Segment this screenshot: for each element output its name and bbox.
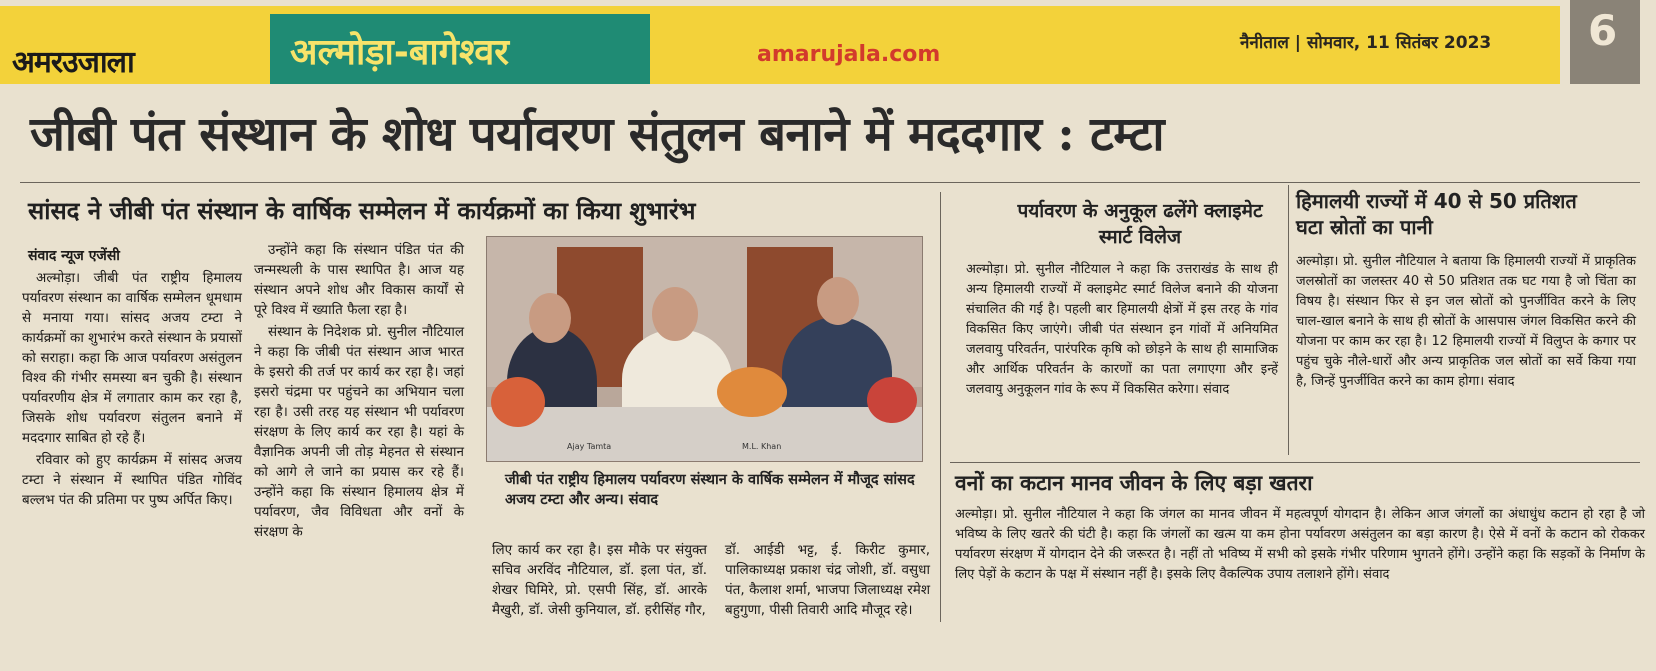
lead-paragraph: लिए कार्य कर रहा है। इस मौके पर संयुक्त सचिव अरविंद नौटियाल, डॉ. इला पंत, डॉ. शेखर घिमिरे, प्रो. एसपी सिंह, डॉ. आरके मैखुरी, डॉ. जेसी कुनियाल, डॉ. हरीसिंह गौर,	[492, 542, 707, 618]
climate-village-headline: पर्यावरण के अनुकूल ढलेंगे क्लाइमेट स्मार्ट विलेज	[1017, 200, 1263, 248]
photo-person-head	[529, 293, 571, 343]
dateline: नैनीताल | सोमवार, 11 सितंबर 2023	[1240, 33, 1492, 53]
lead-paragraph: उन्होंने कहा कि संस्थान पंडित पंत की जन्मस्थली के पास स्थापित है। आज यह संस्थान अपने शोध और विकास कार्यों से पूरे विश्व में ख्याति फैला रहा है।	[254, 242, 464, 318]
lead-paragraph: संस्थान के निदेशक प्रो. सुनील नौटियाल ने कहा कि जीबी पंत संस्थान आज भारत के इसरो की तर्ज पर कार्य कर रहा है। जहां इसरो चंद्रमा पर पहुंचने का अभियान चला रहा है। उसी तरह यह संस्थान भी पर्यावरण संरक्षण के लिए कार्य कर रहा है। यहां के वैज्ञानिक अपनी जी तोड़ मेहनत से संस्थान को आगे ले जाने का प्रयास कर रहे हैं। उन्होंने कहा कि संस्थान हिमालय क्षेत्र में पर्यावरण, जैव विविधता और वनों के संरक्षण के	[254, 324, 464, 540]
forests-body	[955, 505, 1645, 585]
photo-person-head	[817, 277, 859, 325]
headline-rule	[20, 182, 1640, 183]
lead-subhead: सांसद ने जीबी पंत संस्थान के वार्षिक सम्मेलन में कार्यक्रमों का किया शुभारंभ	[28, 197, 696, 225]
website-label: amarujala.com	[757, 42, 941, 67]
water-sources-body	[1296, 252, 1636, 392]
byline-agency: संवाद न्यूज एजेंसी	[28, 248, 120, 264]
photo-table	[487, 407, 922, 461]
forests-headline: वनों का कटान मानव जीवन के लिए बड़ा खतरा	[955, 471, 1313, 495]
edition-title: अल्मोड़ा-बागेश्वर	[290, 32, 509, 73]
section-rule	[950, 462, 1640, 463]
photo-person-head	[652, 287, 698, 341]
photo-bouquet	[867, 377, 917, 423]
event-photo	[486, 236, 923, 462]
photo-nameplate: M.L. Khan	[742, 442, 782, 451]
photo-bouquet	[717, 367, 787, 417]
lead-column-3	[492, 540, 707, 622]
photo-caption: जीबी पंत राष्ट्रीय हिमालय पर्यावरण संस्थान के वार्षिक सम्मेलन में मौजूद सांसद अजय टम्टा और अन्य। संवाद	[505, 472, 915, 508]
page-number: 6	[1588, 6, 1618, 55]
water-sources-text: अल्मोड़ा। प्रो. सुनील नौटियाल ने बताया कि हिमालयी राज्यों में प्राकृतिक जलस्रोतों का जलस्तर 40 से 50 प्रतिशत तक घट गया है जो चिंता का विषय है। संस्थान फिर से इन जल स्रोतों को पुनर्जीवित करने के लिए चाल-खाल बनाने के साथ ही स्रोतों के आसपास जंगल विकसित करने की योजना पर काम कर रहा है। 12 हिमालयी राज्यों में विलुप्त के कगार पर पहुंच चुके नौले-धारों और अन्य प्राकृतिक जल स्रोतों का सर्वे किया गया है, जिन्हें पुनर्जीवित करने का काम होगा। संवाद	[1296, 254, 1636, 389]
lead-column-2	[254, 240, 464, 544]
photo-bouquet	[491, 377, 545, 427]
water-sources-headline: हिमालयी राज्यों में 40 से 50 प्रतिशत घटा स्रोतों का पानी	[1296, 189, 1577, 239]
lead-column-4	[725, 540, 930, 622]
masthead	[0, 0, 1656, 92]
photo-nameplate: Ajay Tamta	[567, 442, 612, 451]
newspaper-logo: अमरउजाला	[12, 45, 134, 80]
forests-text: अल्मोड़ा। प्रो. सुनील नौटियाल ने कहा कि जंगल का मानव जीवन में महत्वपूर्ण योगदान है। लेकिन आज जंगलों का अंधाधुंध कटान हो रहा है जो भविष्य के लिए खतरे की घंटी है। कहा कि जंगलों का खत्म या कम होना पर्यावरण असंतुलन का बड़ा कारण है। ऐसे में वनों के कटान को रोककर पर्यावरण संरक्षण में योगदान देने की जरूरत है। नहीं तो भविष्य में सभी को इसके गंभीर परिणाम भुगतने होंगे। उन्होंने कहा कि सड़कों के निर्माण के लिए पेड़ों के कटान के पक्ष में संस्थान नहीं है। इसके लिए वैकल्पिक उपाय तलाशने होंगे। संवाद	[955, 507, 1645, 582]
main-headline: जीबी पंत संस्थान के शोध पर्यावरण संतुलन बनाने में मददगार : टम्टा	[30, 107, 1165, 162]
lead-paragraph: रविवार को हुए कार्यक्रम में सांसद अजय टम्टा ने संस्थान में स्थापित पंडित गोविंद बल्लभ पंत की प्रतिमा पर पुष्प अर्पित किए।	[22, 452, 242, 508]
column-rule	[940, 192, 941, 622]
lead-paragraph: डॉ. आईडी भट्ट, ई. किरीट कुमार, पालिकाध्यक्ष प्रकाश चंद्र जोशी, डॉ. वसुधा पंत, कैलाश शर्मा, भाजपा जिलाध्यक्ष रमेश बहुगुणा, पीसी तिवारी आदि मौजूद रहे।	[725, 542, 930, 618]
lead-paragraph: अल्मोड़ा। जीबी पंत राष्ट्रीय हिमालय पर्यावरण संस्थान का वार्षिक सम्मेलन धूमधाम से मनाया गया। सांसद अजय टम्टा ने कार्यक्रमों का शुभारंभ करते संस्थान के प्रयासों को सराहा। कहा कि आज पर्यावरण असंतुलन विश्व की गंभीर समस्या बन चुकी है। संस्थान पर्यावरणीय क्षेत्र में लगातार काम कर रहा है, जिसके शोध पर्यावरण संतुलन बनाने में मददगार साबित हो रहे हैं।	[22, 270, 242, 446]
column-rule	[1288, 185, 1289, 455]
climate-village-body	[966, 260, 1278, 400]
lead-column-1	[22, 268, 242, 512]
climate-village-text: अल्मोड़ा। प्रो. सुनील नौटियाल ने कहा कि उत्तराखंड के साथ ही अन्य हिमालयी राज्यों में क्लाइमेट स्मार्ट विलेज बनाने की योजना संचालित की गई है। पहली बार हिमालयी क्षेत्रों में इस तरह के गांव विकसित किए जाएंगे। जीबी पंत संस्थान इन गांवों में अनियमित जलवायु परिवर्तन, पारंपरिक कृषि को छोड़ने के साथ ही सामाजिक और आर्थिक परिवर्तन के कारणों का पता लगाएगा और इन्हें जलवायु अनुकूलन गांव के रूप में विकसित करेगा। संवाद	[966, 262, 1278, 397]
